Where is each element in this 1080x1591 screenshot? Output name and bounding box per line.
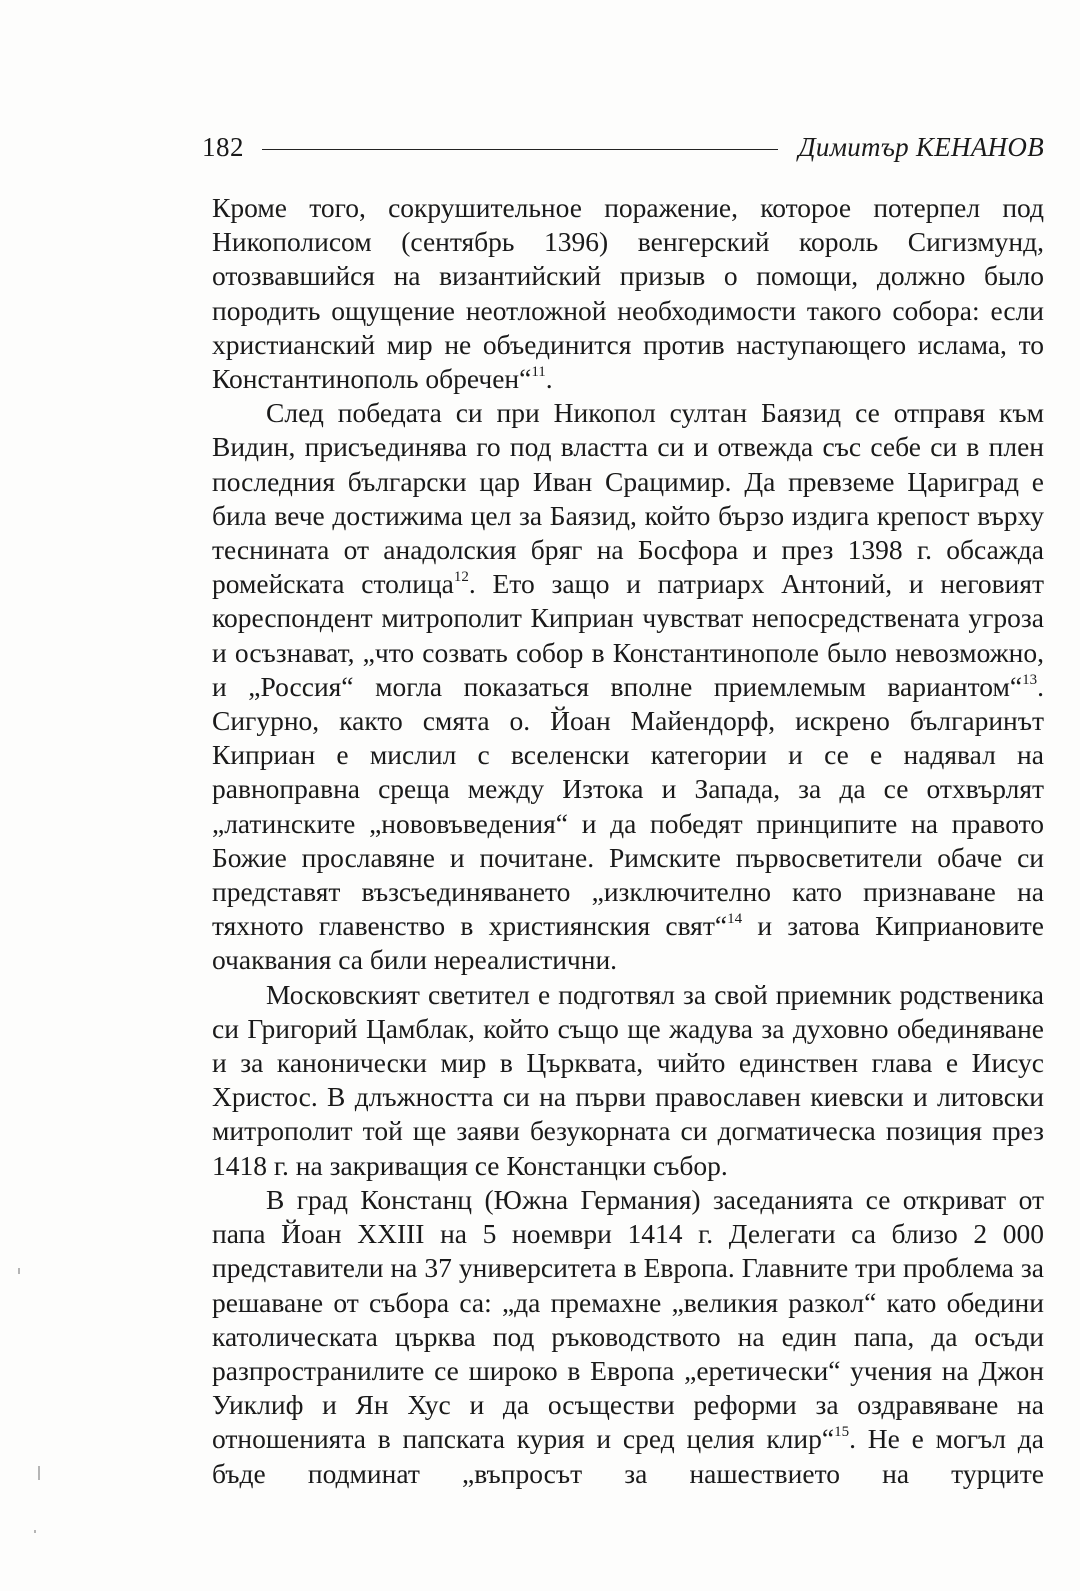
paragraph-4 [212,1183,1044,1491]
paragraph-2-text-c: . Сигурно, както смята о. Йоан Майендорф, искрено българинът Киприан е мислил с вселенски категории и се е надявал на равноправна среща между Изтока и Запада, за да се отхвърлят „латинските „нововъведения“ и да победят принципите на правото Божие прославяне и почитане. Римските първосветители обаче си представят възсъединяването „изключително като признаване на тяхното главенство в християнския свят“ [212,670,1044,942]
paragraph-2-text-d: и затова Киприановите очаквания са били нереалистични. [212,910,1044,976]
page-header [202,132,1044,172]
paragraph-1-text: Кроме того, сокрушительное поражение, которое потерпел под Никополисом (сентябрь 1396) венгерский король Сигизмунд, отозвавшийся на византийский призыв о помощи, должно было породить ощущение неотложной необходимости такого собора: если христианский мир не объединится против наступающего ислама, то Константинополь обречен“ [212,192,1044,395]
footnote-ref-11: 11 [531,363,546,380]
footnote-ref-13: 13 [1022,671,1038,688]
footnote-ref-12: 12 [453,569,469,586]
paragraph-2 [212,396,1044,977]
body-text [212,191,1044,1491]
paragraph-4-text-a: В град Констанц (Южна Германия) заседанията се откриват от папа Йоан XXIII на 5 ноември 1414 г. Делегати са близо 2 000 представители на 37 университета в Европа. Главните три проблема за решаване от събора са: „да премахне „великия разкол“ като обедини католическата църква под ръководството на един папа, да осъди разпространилите се широко в Европа „еретически“ учения на Джон Уиклиф и Ян Хус и да осъществи реформи за оздравяване на отношенията в папската курия и сред целия клир“ [212,1183,1044,1455]
paragraph-3 [212,978,1044,1183]
paragraph-3-text: Московският светител е подготвял за свой приемник родственика си Григорий Цамблак, който също ще жадува за духовно обединяване и за канонически мир в Църквата, чийто единствен глава е Иисус Христос. В длъжността си на първи православен киевски и литовски митрополит той ще заяви безукорната си догматическа позиция през 1418 г. на закриващия се Констанцки събор. [212,978,1044,1181]
paragraph-2-text-a: След победата си при Никопол султан Баязид се отправя към Видин, присъединява го под властта си и отвежда със себе си в плен последния български цар Иван Срацимир. Да превземе Цариград е била вече достижима цел за Баязид, който бързо издига крепост върху теснината от анадолския бряг на Босфора и през 1398 г. обсажда ромейската столица [212,397,1044,600]
scan-speck [18,1268,20,1274]
paragraph-1-tail: . [545,363,553,395]
page-number: 182 [202,132,244,162]
footnote-ref-15: 15 [834,1424,850,1441]
paragraph-1 [212,191,1044,396]
header-rule [262,149,778,150]
paragraph-4-text-b: . Не е могъл да бъде подминат „въпросът за нашествието на турците [212,1423,1044,1489]
paragraph-2-text-b: . Ето защо и патриарх Антоний, и неговият кореспондент митрополит Киприан чувстват непосредствената угроза и осъзнават, „что созвать собор в Константинополе было невозможно, и „Россия“ могла показаться вполне приемлемым вариантом“ [212,568,1044,702]
footnote-ref-14: 14 [727,911,743,928]
scan-speck [34,1530,36,1533]
scan-speck [38,1466,40,1480]
running-head-author: Димитър КЕНАНОВ [798,132,1044,162]
